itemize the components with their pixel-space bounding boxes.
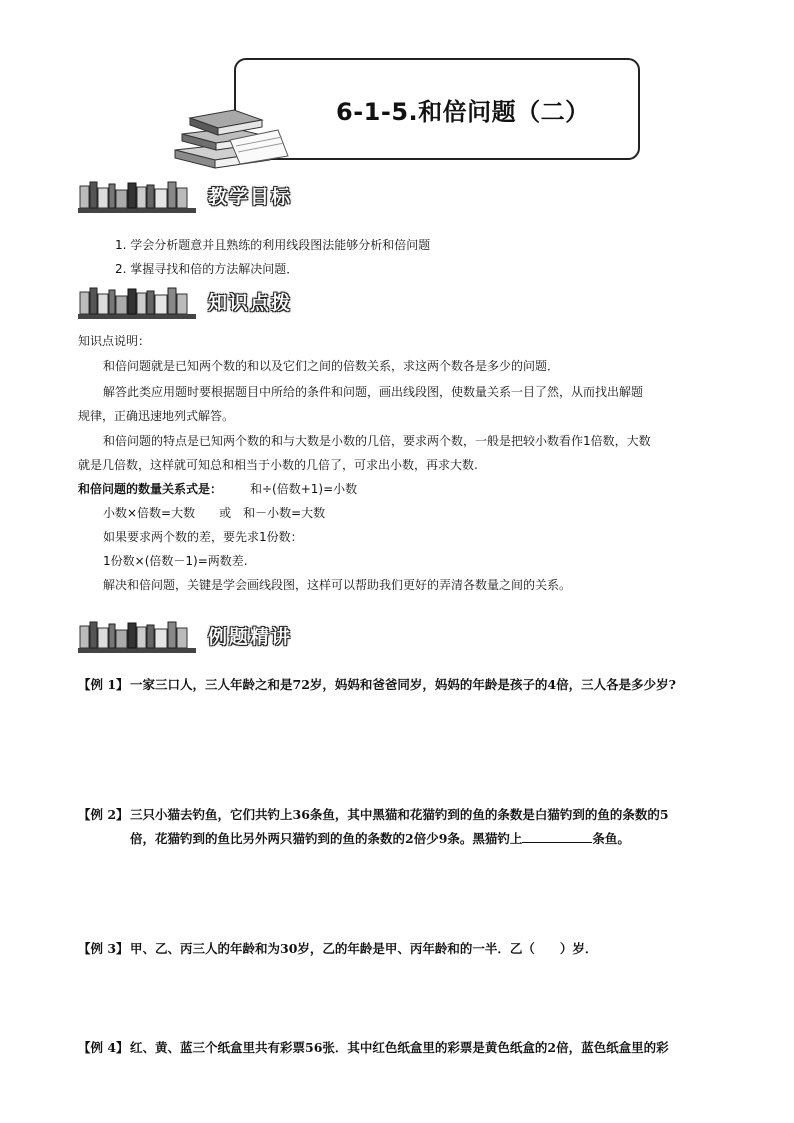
bookshelf-icon — [78, 180, 196, 214]
section-title: 例题精讲 — [208, 626, 293, 648]
example-text: 红、黄、蓝三个纸盒里共有彩票56张．其中红色纸盒里的彩票是黄色纸盒的2倍，蓝色纸盒里的彩 — [130, 1040, 669, 1055]
knowledge-paragraph: 规律，正确迅速地列式解答。 — [78, 409, 235, 423]
example-tag: 【例 4】 — [78, 1040, 129, 1055]
knowledge-paragraph: 解答此类应用题时要根据题目中所给的条件和问题，画出线段图，使数量关系一目了然，从而找出解题 — [103, 385, 644, 399]
formula: 小数×倍数=大数 或 和－小数=大数 — [103, 506, 326, 520]
section-header-examples — [78, 620, 378, 654]
knowledge-paragraph: 就是几倍数，这样就可知总和相当于小数的几倍了，可求出小数，再求大数. — [78, 458, 478, 472]
knowledge-paragraph: 和倍问题就是已知两个数的和以及它们之间的倍数关系，求这两个数各是多少的问题． — [103, 359, 560, 373]
books-illustration — [170, 100, 290, 170]
example-tag: 【例 1】 — [78, 677, 129, 692]
knowledge-paragraph: 和倍问题的特点是已知两个数的和与大数是小数的几倍，要求两个数，一般是把较小数看作1倍数，大数 — [103, 434, 651, 448]
example-tag: 【例 2】 — [78, 807, 129, 822]
knowledge-paragraph: 如果要求两个数的差，要先求1份数： — [103, 530, 303, 544]
example-text: 三只小猫去钓鱼，它们共钓上36条鱼，其中黑猫和花猫钓到的鱼的条数是白猫钓到的鱼的条数的5 — [130, 807, 669, 822]
example-text: 甲、乙、丙三人的年龄和为30岁，乙的年龄是甲、丙年龄和的一半．乙（ ）岁． — [130, 941, 598, 956]
section-header-knowledge — [78, 286, 378, 320]
example-1 — [78, 673, 676, 697]
example-2-continued — [130, 827, 630, 851]
answer-blank[interactable] — [522, 830, 592, 843]
example-text: 条鱼。 — [592, 831, 630, 846]
example-3 — [78, 937, 597, 961]
formula: 1份数×(倍数－1)=两数差. — [103, 554, 248, 568]
section-title: 教学目标 — [208, 186, 293, 208]
section-title: 知识点拨 — [208, 292, 293, 314]
section-header-goals — [78, 180, 378, 214]
example-tag: 【例 3】 — [78, 941, 129, 956]
example-4 — [78, 1036, 669, 1060]
bookshelf-icon — [78, 286, 196, 320]
example-2 — [78, 803, 669, 827]
example-text: 一家三口人，三人年龄之和是72岁，妈妈和爸爸同岁，妈妈的年龄是孩子的4倍，三人各是多少岁? — [130, 677, 676, 692]
formula: 和÷(倍数+1)=小数 — [250, 482, 358, 496]
goal-item: 1. 学会分析题意并且熟练的利用线段图法能够分析和倍问题 — [115, 238, 431, 252]
example-text: 倍，花猫钓到的鱼比另外两只猫钓到的鱼的条数的2倍少9条。黑猫钓上 — [130, 831, 523, 846]
page-title: 6-1-5.和倍问题（二） — [336, 98, 590, 126]
formula-label: 和倍问题的数量关系式是： — [78, 482, 223, 496]
goal-item: 2. 掌握寻找和倍的方法解决问题． — [115, 262, 299, 276]
knowledge-heading: 知识点说明： — [78, 334, 151, 348]
bookshelf-icon — [78, 620, 196, 654]
knowledge-paragraph: 解决和倍问题，关键是学会画线段图，这样可以帮助我们更好的弄清各数量之间的关系。 — [103, 578, 572, 592]
